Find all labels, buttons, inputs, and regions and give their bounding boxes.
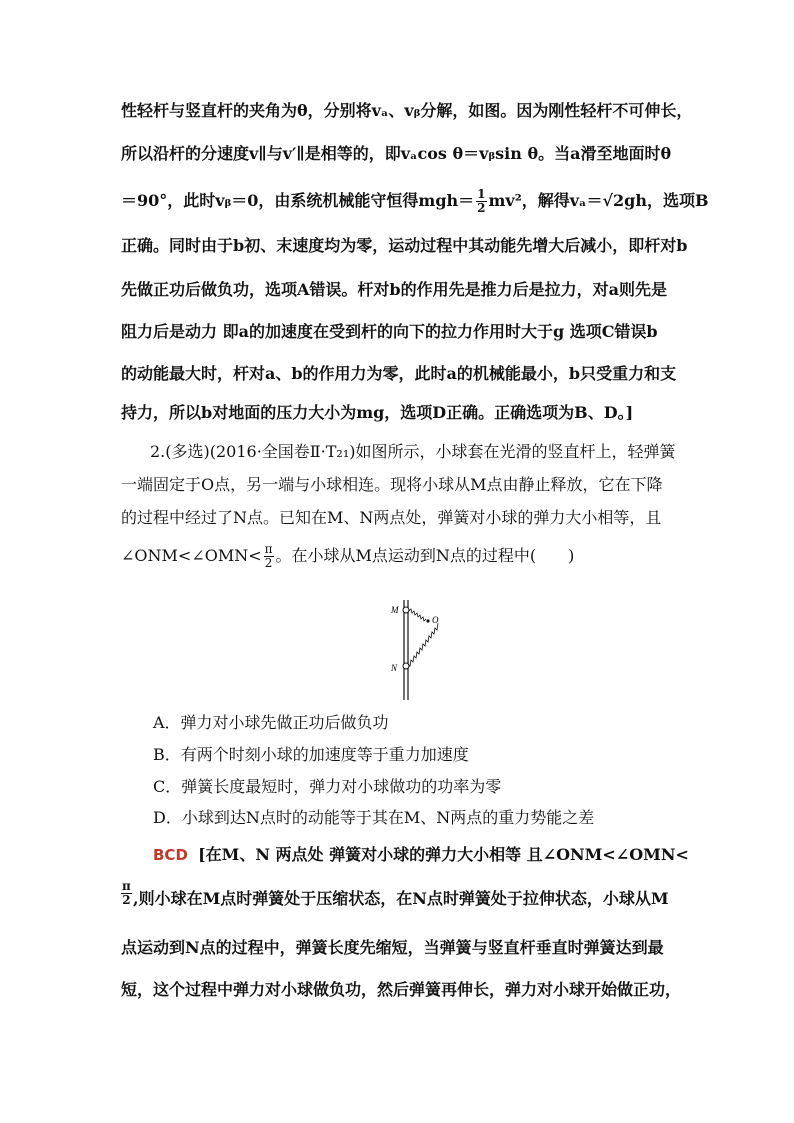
- solution-line-7: 的动能最大时，杆对a、b的作用力为零，此时a的机械能最小，b只受重力和支: [121, 364, 677, 383]
- fraction-den: 2: [264, 556, 273, 570]
- solution-line-3: [121, 187, 709, 215]
- answer-line-3: 点运动到N点的过程中，弹簧长度先缩短，当弹簧与竖直杆垂直时弹簧达到最: [121, 938, 664, 957]
- answer-label: BCD: [153, 846, 188, 864]
- option-a: A．弹力对小球先做正功后做负功: [153, 713, 389, 732]
- solution-line-3b: mv²，解得vₐ＝√2gh，选项B: [488, 191, 709, 210]
- solution-line-6: 阻力后是动力 即a的加速度在受到杆的向下的拉力作用时大于g 选项C错误b: [121, 322, 658, 341]
- question-line-3: 的过程中经过了N点。已知在M、N两点处，弹簧对小球的弹力大小相等，且: [121, 508, 662, 527]
- answer-line-1: [153, 845, 689, 865]
- fraction-half: [476, 188, 486, 215]
- solution-line-2: 所以沿杆的分速度v∥与v′∥是相等的，即vₐcos θ＝vᵦsin θ。当a滑至地面时θ: [121, 144, 672, 163]
- option-d: D．小球到达N点时的动能等于其在M、N两点的重力势能之差: [153, 808, 595, 827]
- question-line-4: [121, 543, 681, 570]
- solution-line-5: 先做正功后做负功，选项A错误。杆对b的作用先是推力后是拉力，对a则先是: [121, 280, 667, 299]
- answer-line-2: ,则小球在M点时弹簧处于压缩状态，在N点时弹簧处于拉伸状态，小球从M: [133, 889, 669, 908]
- fraction-num: π: [122, 879, 131, 893]
- answer-line-4: 短，这个过程中弹力对小球做负功，然后弹簧再伸长，弹力对小球开始做正功，: [121, 980, 682, 999]
- option-c: C．弹簧长度最短时，弹力对小球做功的功率为零: [153, 777, 502, 796]
- solution-line-1: 性轻杆与竖直杆的夹角为θ，分别将vₐ、vᵦ分解，如图。因为刚性轻杆不可伸长，: [121, 101, 693, 120]
- fraction-den: 2: [477, 201, 486, 215]
- solution-line-3a: ＝90°，此时vᵦ＝0，由系统机械能守恒得mgh＝: [121, 191, 475, 210]
- question-line-1: 2.(多选)(2016·全国卷Ⅱ·T₂₁)如图所示，小球套在光滑的竖直杆上，轻弹簧: [150, 442, 676, 461]
- answer-line-1-text: [在M、N 两点处 弹簧对小球的弹力大小相等 且∠ONM<∠OMN<: [198, 845, 689, 864]
- option-b: B．有两个时刻小球的加速度等于重力加速度: [153, 745, 469, 764]
- label-n: N: [391, 663, 398, 673]
- question-line-4b: 。在小球从M点运动到N点的过程中( ): [275, 546, 575, 565]
- ball-m: [403, 607, 409, 613]
- fraction-pi-over-2: [264, 543, 274, 570]
- fraction-num: π: [264, 542, 273, 556]
- question-line-4a: ∠ONM<∠OMN<: [121, 546, 262, 565]
- answer-fraction-pi-over-2: [121, 880, 132, 907]
- label-o: O: [432, 615, 439, 625]
- point-o: [426, 619, 429, 622]
- fraction-den: 2: [122, 893, 131, 907]
- question-line-2: 一端固定于O点，另一端与小球相连。现将小球从M点由静止释放，它在下降: [121, 475, 663, 494]
- spring-lower: [408, 623, 438, 666]
- solution-line-4: 正确。同时由于b初、末速度均为零，运动过程中其动能先增大后减小，即杆对b: [121, 236, 688, 255]
- spring-upper: [409, 609, 426, 621]
- fraction-num: 1: [477, 187, 486, 201]
- spring-rod-figure: [380, 600, 450, 702]
- solution-line-8: 持力，所以b对地面的压力大小为mg，选项D正确。正确选项为B、D。]: [121, 403, 634, 422]
- label-m: M: [391, 605, 399, 615]
